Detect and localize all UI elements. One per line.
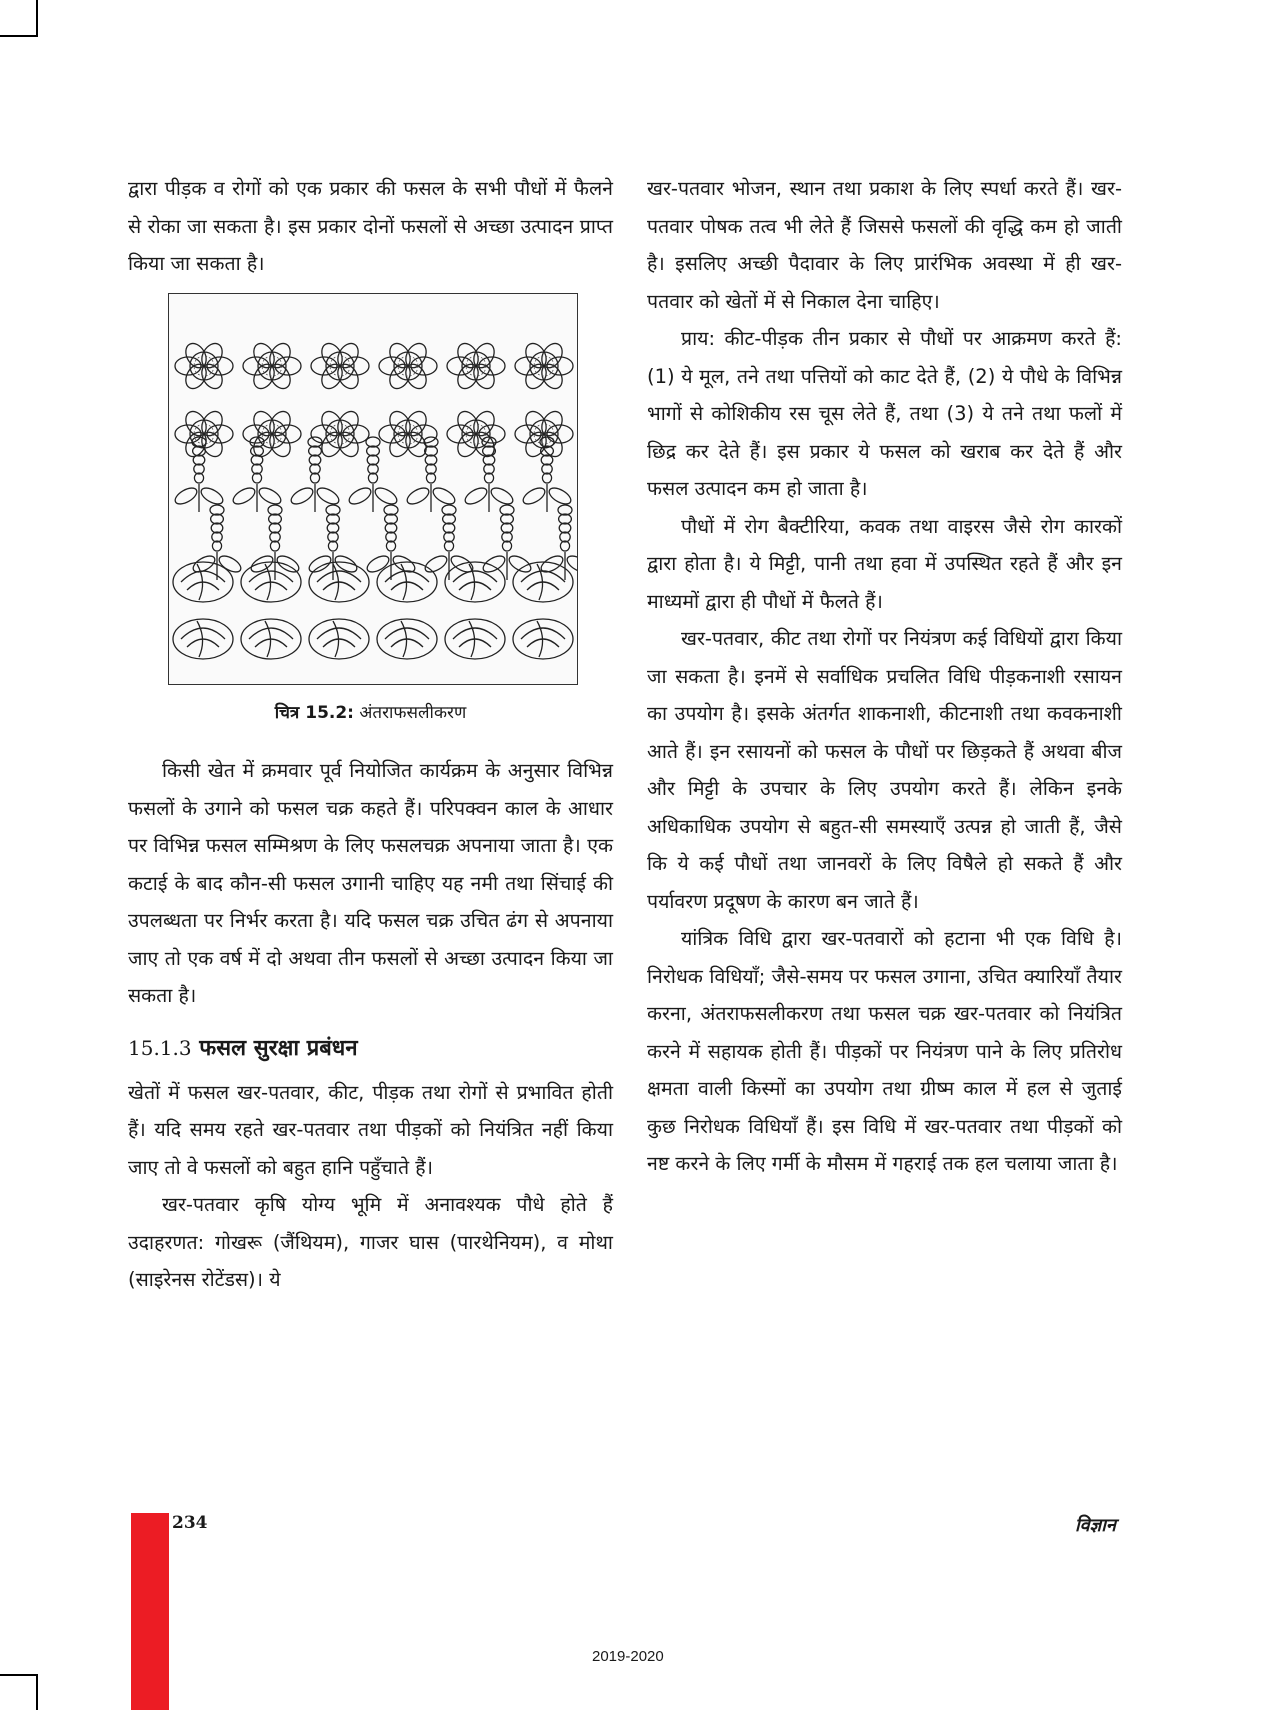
left-paragraph-4: खर-पतवार कृषि योग्य भूमि में अनावश्यक पौधे होते हैं उदाहरणत: गोखरू (जैंथियम), गाजर घास (पारथेनियम), व मोथा (साइरेनस रोटेंडस)। ये	[128, 1193, 613, 1291]
footer-red-bar	[131, 1513, 169, 1710]
crop-mark-bottom-h	[0, 1674, 38, 1676]
plant-leaf	[289, 484, 316, 506]
plant-leaf	[249, 552, 276, 574]
left-paragraph-3: खेतों में फसल खर-पतवार, कीट, पीड़क तथा रोगों से प्रभावित होती हैं। यदि समय रहते खर-पतवार तथा पीड़कों को नियंत्रित नहीं किया जाए तो वे फसलों को बहुत हानि पहुँचाते हैं।	[128, 1080, 613, 1179]
right-paragraph-1: खर-पतवार भोजन, स्थान तथा प्रकाश के लिए स्पर्धा करते हैं। खर-पतवार पोषक तत्व भी लेते हैं जिससे फसलों की वृद्धि कम हो जाती है। इसलिए अच्छी पैदावार के लिए प्रारंभिक अवस्था में ही खर-पतवार को खेतों में से निकाल देना चाहिए।	[647, 177, 1122, 313]
year-label: 2019-2020	[592, 1648, 664, 1665]
plant-leaf	[423, 552, 450, 574]
left-column	[128, 170, 613, 1299]
subject-label: विज्ञान	[1075, 1515, 1116, 1536]
left-paragraph-2: किसी खेत में क्रमवार पूर्व नियोजित कार्यक्रम के अनुसार विभिन्न फसलों के उगाने को फसल चक्र कहते हैं। परिपक्वन काल के आधार पर विभिन्न फसल सम्मिश्रण के लिए फसलचक्र अपनाया जाता है। एक कटाई के बाद कौन-सी फसल उगानी चाहिए यह नमी तथा सिंचाई की उपलब्धता पर निर्भर करता है। यदि फसल चक्र उचित ढंग से अपनाया जाए तो एक वर्ष में दो अथवा तीन फसलों से अच्छा उत्पादन किया जा सकता है।	[128, 759, 613, 1007]
plant-leaf	[307, 552, 334, 574]
section-number: 15.1.3	[128, 1035, 192, 1060]
plant-leaf	[257, 484, 284, 506]
section-heading	[128, 1029, 613, 1068]
plant-leaf	[565, 552, 577, 574]
intercropping-illustration	[169, 294, 577, 684]
right-paragraph-3: पौधों में रोग बैक्टीरिया, कवक तथा वाइरस जैसे रोग कारकों द्वारा होता है। ये मिट्टी, पानी तथा हवा में उपस्थित रहते हैं और इन माध्यमों द्वारा ही पौधों में फैलते हैं।	[647, 514, 1122, 613]
left-paragraph-1: द्वारा पीड़क व रोगों को एक प्रकार की फसल के सभी पौधों में फैलने से रोका जा सकता है। इस प्रकार दोनों फसलों से अच्छा उत्पादन प्राप्त किया जा सकता है।	[128, 177, 613, 275]
plant-leaf	[199, 484, 226, 506]
plant-leaf	[539, 552, 566, 574]
plant-leaf	[489, 484, 516, 506]
section-title: फसल सुरक्षा प्रबंधन	[199, 1035, 358, 1061]
plant-leaf	[481, 552, 508, 574]
plant-leaf	[315, 484, 342, 506]
plant-leaf	[431, 484, 458, 506]
plant-leaf	[173, 484, 200, 506]
plant-leaf	[373, 484, 400, 506]
figure-title: अंतराफसलीकरण	[359, 702, 467, 723]
right-paragraph-2: प्राय: कीट-पीड़क तीन प्रकार से पौधों पर आक्रमण करते हैं: (1) ये मूल, तने तथा पत्तियों को काट देते हैं, (2) ये पौधे के विभिन्न भागों से कोशिकीय रस चूस लेते हैं, तथा (3) ये तने तथा फलों में छिद्र कर देते हैं। इस प्रकार ये फसल को खराब कर देते हैं और फसल उत्पादन कम हो जाता है।	[647, 327, 1122, 500]
plant-leaf	[463, 484, 490, 506]
plant-leaf	[547, 484, 574, 506]
figure-caption	[128, 695, 613, 733]
crop-mark-top-h	[0, 35, 38, 37]
crop-mark-top-v	[36, 0, 38, 37]
intercropping-figure	[168, 293, 578, 685]
plant-leaf	[405, 484, 432, 506]
plant-leaf	[347, 484, 374, 506]
page-number: 234	[172, 1513, 208, 1533]
right-paragraph-5: यांत्रिक विधि द्वारा खर-पतवारों को हटाना भी एक विधि है। निरोधक विधियाँ; जैसे-समय पर फसल उगाना, उचित क्यारियाँ तैयार करना, अंतराफसलीकरण तथा फसल चक्र खर-पतवार को नियंत्रित करने में सहायक होती हैं। पीड़कों पर नियंत्रण पाने के लिए प्रतिरोध क्षमता वाली किस्मों का उपयोग तथा ग्रीष्म काल में हल से जुताई कुछ निरोधक विधियाँ हैं। इस विधि में खर-पतवार तथा पीड़कों को नष्ट करने के लिए गर्मी के मौसम में गहराई तक हल चलाया जाता है।	[647, 927, 1122, 1175]
plant-leaf	[191, 552, 218, 574]
crop-mark-bottom-v	[36, 1674, 38, 1710]
plant-leaf	[217, 552, 244, 574]
plant-leaf	[365, 552, 392, 574]
right-column	[647, 170, 1122, 1183]
plant-leaf	[521, 484, 548, 506]
plant-leaf	[231, 484, 258, 506]
figure-label: चित्र 15.2:	[274, 702, 354, 723]
right-paragraph-4: खर-पतवार, कीट तथा रोगों पर नियंत्रण कई विधियों द्वारा किया जा सकता है। इनमें से सर्वाधिक प्रचलित विधि पीड़कनाशी रसायन का उपयोग है। इसके अंतर्गत शाकनाशी, कीटनाशी तथा कवकनाशी आते हैं। इन रसायनों को फसल के पौधों पर छिड़कते हैं अथवा बीज और मिट्टी के उपचार के लिए उपयोग करते हैं। लेकिन इनके अधिकाधिक उपयोग से बहुत-सी समस्याएँ उत्पन्न हो जाती हैं, जैसे कि ये कई पौधों तथा जानवरों के लिए विषैले हो सकते हैं और पर्यावरण प्रदूषण के कारण बन जाते हैं।	[647, 627, 1122, 913]
